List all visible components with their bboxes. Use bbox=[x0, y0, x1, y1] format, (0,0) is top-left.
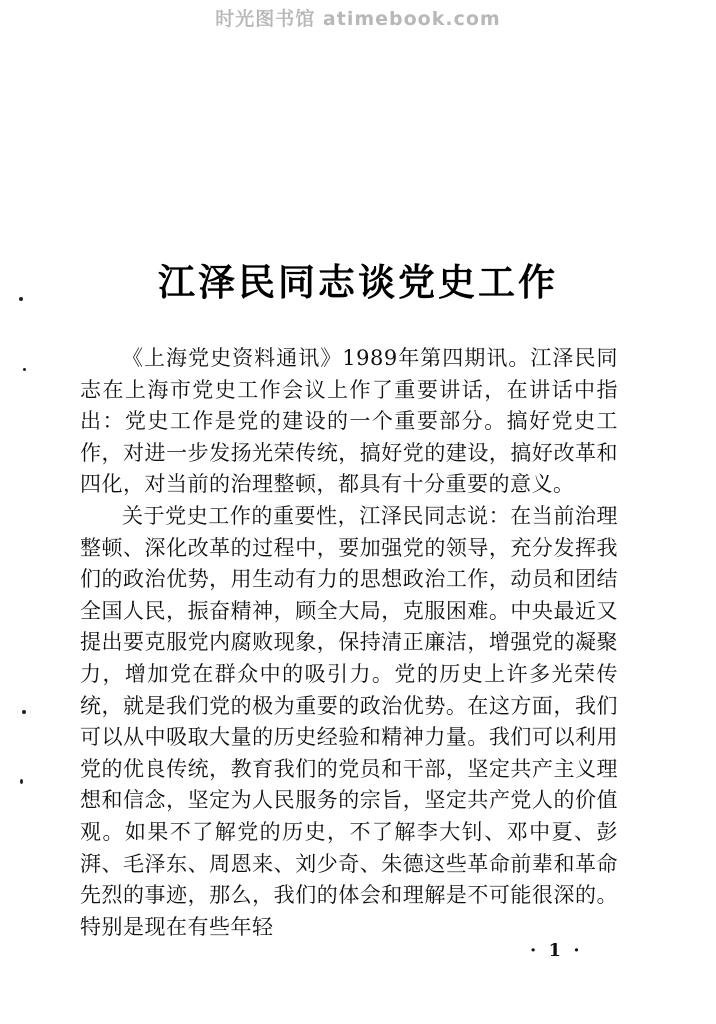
watermark: 时光图书馆 atimebook.com bbox=[215, 8, 501, 30]
page-title: 江泽民同志谈党史工作 bbox=[158, 261, 558, 304]
paragraph-1: 《上海党史资料通讯》1989年第四期讯。江泽民同志在上海市党史工作会议上作了重要讲话，在讲话中指出：党史工作是党的建设的一个重要部分。搞好党史工作，对进一步发扬光荣传统，搞好党的建设，搞好改革和四化，对当前的治理整顿，都具有十分重要的意义。 bbox=[80, 346, 618, 497]
scan-speck bbox=[19, 297, 23, 301]
scan-speck bbox=[22, 710, 26, 714]
paragraph-2: 关于党史工作的重要性，江泽民同志说：在当前治理整顿、深化改革的过程中，要加强党的领导，充分发挥我们的政治优势，用生动有力的思想政治工作，动员和团结全国人民，振奋精神，顾全大局，克服困难。中央最近又提出要克服党内腐败现象，保持清正廉洁，增强党的凝聚力，增加党在群众中的吸引力。党的历史上许多光荣传统，就是我们党的极为重要的政治优势。在这方面，我们可以从中吸取大量的历史经验和精神力量。我们可以利用党的优良传统，教育我们的党员和干部，坚定共产主义理想和信念，坚定为人民服务的宗旨，坚定共产党人的价值观。如果不了解党的历史，不了解李大钊、邓中夏、彭湃、毛泽东、周恩来、刘少奇、朱德这些革命前辈和革命先烈的事迹，那么，我们的体会和理解是不可能很深的。特别是现在有些年轻 bbox=[80, 503, 618, 939]
scan-speck bbox=[20, 779, 23, 784]
scan-speck bbox=[23, 368, 26, 371]
page-number: · 1 · bbox=[530, 940, 583, 961]
article-body bbox=[80, 343, 618, 943]
